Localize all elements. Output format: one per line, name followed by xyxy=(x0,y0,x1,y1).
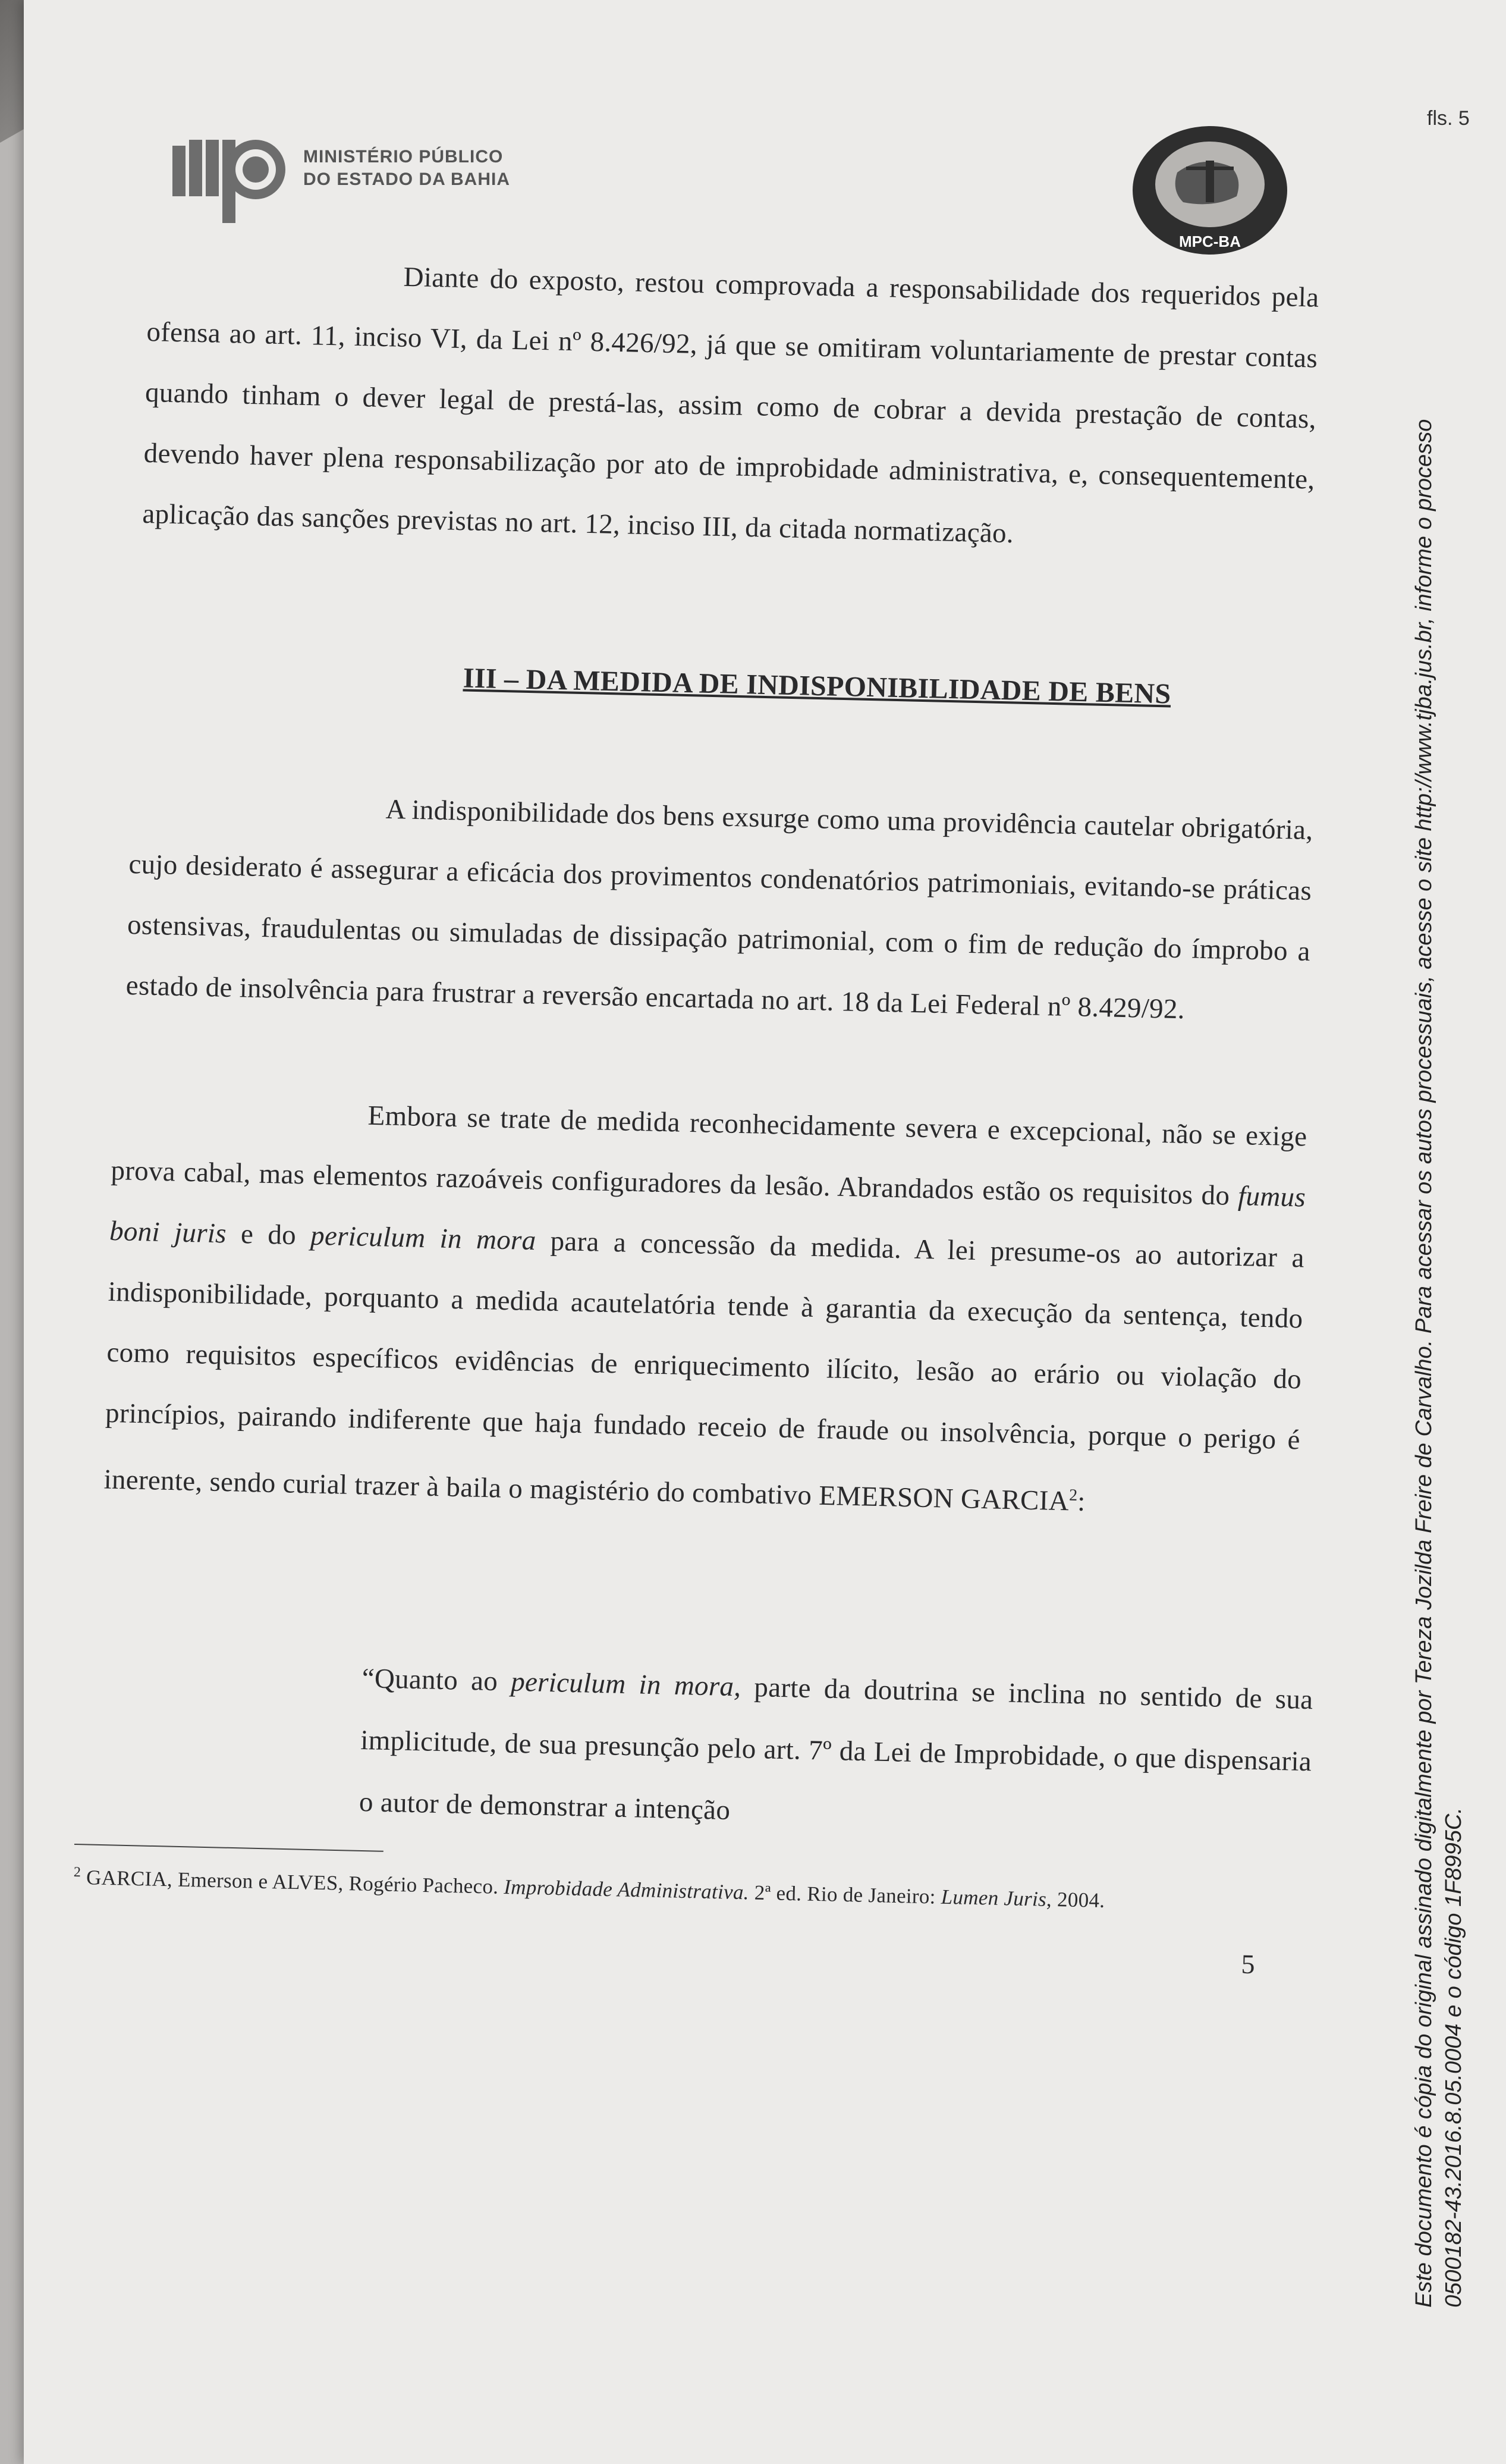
footnote-marker: 2 xyxy=(1068,1486,1078,1505)
folio-label: fls. 5 xyxy=(1427,107,1470,130)
footnote-title: Improbidade Administrativa. xyxy=(503,1875,750,1904)
quote-text-b: parte da doutrina se inclina no sentido de sua implicitude, de sua presunção pelo art. 7º da Lei de Improbidade, o que dispensaria o autor de demonstrar a intenção xyxy=(359,1671,1313,1826)
seal-label: MPC-BA xyxy=(1179,233,1241,250)
org-name-line-1: MINISTÉRIO PÚBLICO xyxy=(303,147,504,167)
fumus-boni-juris-term: fumus boni juris xyxy=(109,1180,1306,1250)
page-number: 5 xyxy=(1241,1948,1256,1979)
periculum-in-mora-term: periculum in mora xyxy=(310,1220,537,1257)
organization-name xyxy=(303,146,510,191)
mp-logo-icon xyxy=(172,134,291,229)
org-name-line-2: DO ESTADO DA BAHIA xyxy=(303,170,510,189)
footnote-text xyxy=(73,1858,1299,1919)
footnote-authors: GARCIA, Emerson e ALVES, Rogério Pacheco. xyxy=(80,1865,504,1899)
stamp-line-2: 0500182-43.2016.8.05.0004 e o código 1F8995C. xyxy=(1441,1807,1466,2308)
mpc-ba-seal-icon xyxy=(1130,125,1290,262)
footnote-number: 2 xyxy=(73,1864,81,1881)
footnote-block xyxy=(72,1844,1299,1980)
footnote-year: , 2004. xyxy=(1046,1887,1105,1913)
block-quote xyxy=(359,1647,1314,1854)
footnote-separator xyxy=(74,1844,383,1852)
quote-periculum-term: periculum in mora, xyxy=(510,1666,741,1703)
paragraph-indisponibilidade: A indisponibilidade dos bens exsurge como uma providência cautelar obrigatória, cujo desiderato é assegurar a eficácia dos provimentos condenatórios patrimoniais, evitando-se práticas ostensivas, fraudulentas ou simuladas de dissipação patrimonial, com o fim de redução do ímprobo a estado de insolvência para frustrar a reversão encartada no art. 18 da Lei Federal nº 8.429/92. xyxy=(125,793,1313,1025)
section-heading: III – DA MEDIDA DE INDISPONIBILIDADE DE BENS xyxy=(463,662,1172,710)
main-text-3 xyxy=(103,1079,1308,1537)
paragraph-requisitos-text-b: e do xyxy=(226,1218,311,1251)
paragraph-requisitos-end: : xyxy=(1077,1486,1086,1517)
section-heading-block xyxy=(398,660,1237,712)
paragraph-requisitos-text-c: para a concessão da medida. A lei presume-os ao autorizar a indisponibilidade, porquanto a medida acautelatória tende à garantia da execução da sentença, tendo como requisitos específicos evidências de enriquecimento ilícito, lesão ao erário ou violação do princípios, pairando indiferente que haja fundado receio de fraude ou insolvência, porque o perigo é inerente, sendo curial trazer à baila o magistério do combativo EMERSON GARCIA xyxy=(103,1225,1305,1517)
main-text xyxy=(142,241,1319,571)
paragraph-conclusion: Diante do exposto, restou comprovada a responsabilidade dos requeridos pela ofensa ao art. 11, inciso VI, da Lei nº 8.426/92, já que se omitiram voluntariamente de prestar contas quando tinham o dever legal de prestá-las, assim como de cobrar a devida prestação de contas, devendo haver plena responsabilização por ato de improbidade administrativa, e, consequentemente, aplicação das sanções previstas no art. 12, inciso III, da citada normatização. xyxy=(142,261,1319,550)
footnote-edition: 2ª ed. Rio de Janeiro: xyxy=(749,1881,942,1909)
paragraph-requisitos xyxy=(103,1079,1308,1537)
main-text-2 xyxy=(125,773,1314,1043)
paragraph-requisitos-text-a: Embora se trate de medida reconhecidamente severa e excepcional, não se exige prova cabal, mas elementos razoáveis configuradores da lesão. Abrandados estão os requisitos do xyxy=(110,1100,1307,1211)
document-page xyxy=(24,0,1506,2464)
quote-text-a: “Quanto ao xyxy=(361,1662,511,1697)
digital-signature-stamp xyxy=(1409,315,1469,2308)
stamp-line-1: Este documento é cópia do original assinado digitalmente por Tereza Jozilda Freire de Carvalho. Para acessar os autos processuais, acesse o site http://www.tjba.jus.br, informe o processo xyxy=(1411,419,1436,2308)
footnote-publisher: Lumen Juris xyxy=(941,1885,1047,1911)
quote-paragraph xyxy=(359,1647,1314,1854)
